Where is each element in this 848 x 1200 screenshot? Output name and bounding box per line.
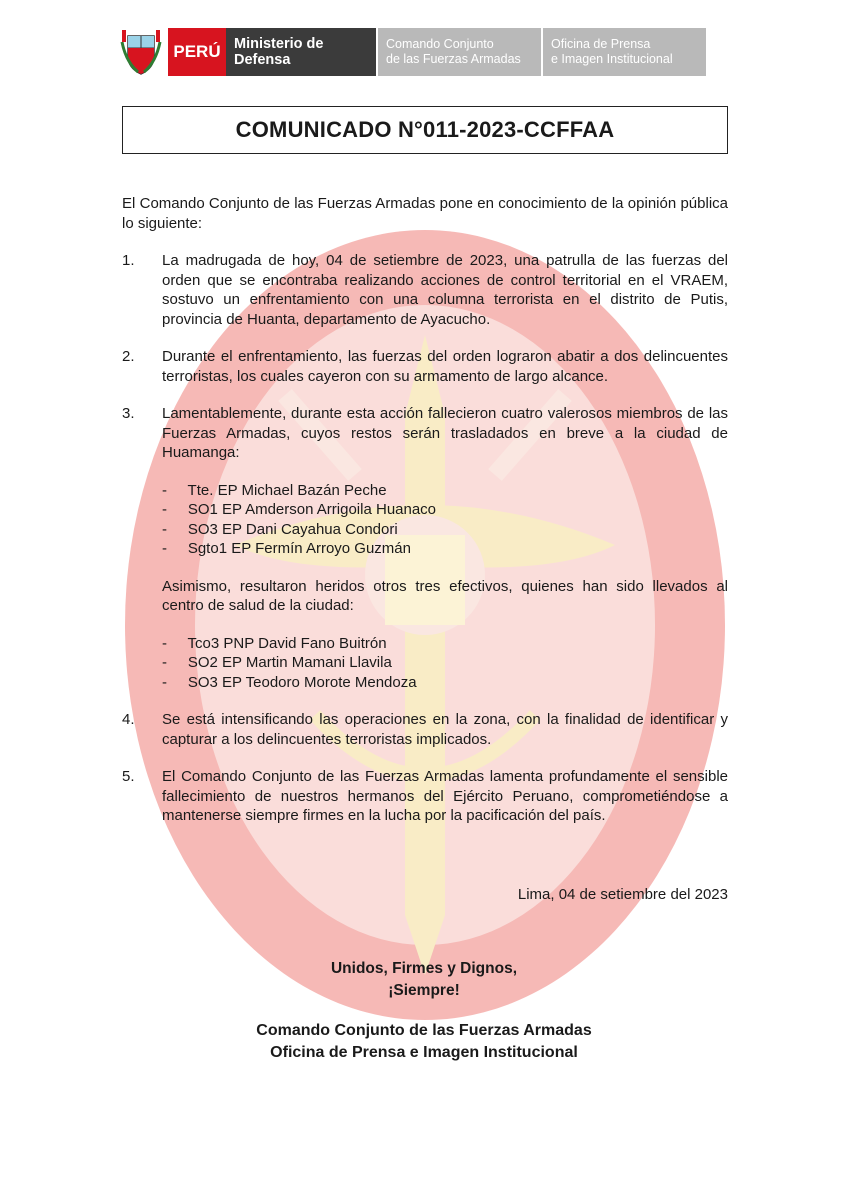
wounded-name: - SO3 EP Teodoro Morote Mendoza <box>162 673 417 691</box>
item-text: Se está intensificando las operaciones en la zona, con la finalidad de identificar y capturar a los delincuentes terroristas implicados. <box>162 711 728 748</box>
list-item <box>122 710 728 749</box>
command-line-1: Comando Conjunto <box>386 37 494 51</box>
wounded-list <box>162 634 728 693</box>
signature-line-1: Comando Conjunto de las Fuerzas Armadas <box>256 1022 592 1039</box>
list-item <box>122 347 728 386</box>
item-number: 4. <box>122 711 135 728</box>
document-title: COMUNICADO N°011-2023-CCFFAA <box>122 106 728 154</box>
list-item <box>122 251 728 329</box>
wounded-name: - Tco3 PNP David Fano Buitrón <box>162 634 387 652</box>
motto-line-2: ¡Siempre! <box>388 982 460 999</box>
item-text: Durante el enfrentamiento, las fuerzas del orden lograron abatir a dos delincuentes terroristas, los cuales cayeron con su armamento de largo alcance. <box>162 348 728 385</box>
list-item <box>122 767 728 826</box>
document-date: Lima, 04 de setiembre del 2023 <box>517 886 728 903</box>
coat-of-arms-icon <box>120 28 162 76</box>
signature <box>0 1020 848 1064</box>
item-text: El Comando Conjunto de las Fuerzas Armadas lamenta profundamente el sensible fallecimiento de nuestros hermanos del Ejército Peruano, comprometiéndose a mantenerse siempre firmes en la lucha por la pacificación del país. <box>162 768 728 824</box>
wounded-intro: Asimismo, resultaron heridos otros tres efectivos, quienes han sido llevados al centro de salud de la ciudad: <box>162 577 728 614</box>
fallen-list <box>162 481 728 559</box>
item-body <box>162 404 728 692</box>
office-label <box>541 28 706 76</box>
item-text: Lamentablemente, durante esta acción fallecieron cuatro valerosos miembros de las Fuerzas Armadas, cuyos restos serán trasladados en breve a la ciudad de Huamanga: <box>162 405 728 461</box>
item-text: La madrugada de hoy, 04 de setiembre de 2023, una patrulla de las fuerzas del orden que se encontraba realizando acciones de control territorial en el VRAEM, sostuvo un enfrentamiento con una columna terrorista en el distrito de Putis, provincia de Huanta, departamento de Ayacucho. <box>162 252 728 328</box>
item-number: 3. <box>122 405 135 422</box>
peru-label: PERÚ <box>168 28 226 76</box>
item-number: 5. <box>122 768 135 785</box>
wounded-name: - SO2 EP Martin Mamani Llavila <box>162 654 392 671</box>
command-label <box>376 28 541 76</box>
command-line-2: de las Fuerzas Armadas <box>386 52 521 66</box>
motto <box>0 958 848 1002</box>
office-line-2: e Imagen Institucional <box>551 52 673 66</box>
fallen-name: - Tte. EP Michael Bazán Peche <box>162 481 387 499</box>
item-number: 2. <box>122 348 135 365</box>
document-body <box>122 194 728 826</box>
office-line-1: Oficina de Prensa <box>551 37 651 51</box>
fallen-name: - SO1 EP Amderson Arrigoila Huanaco <box>162 501 437 518</box>
ministry-label: Ministerio de Defensa <box>226 28 376 76</box>
motto-line-1: Unidos, Firmes y Dignos, <box>330 960 518 977</box>
list-item <box>122 404 728 692</box>
institutional-header <box>120 28 706 76</box>
signature-line-2: Oficina de Prensa e Imagen Institucional <box>270 1044 578 1061</box>
intro-paragraph: El Comando Conjunto de las Fuerzas Armadas pone en conocimiento de la opinión pública lo siguiente: <box>122 195 728 232</box>
fallen-name: - Sgto1 EP Fermín Arroyo Guzmán <box>162 540 411 557</box>
fallen-name: - SO3 EP Dani Cayahua Condori <box>162 520 398 538</box>
item-number: 1. <box>122 252 135 269</box>
